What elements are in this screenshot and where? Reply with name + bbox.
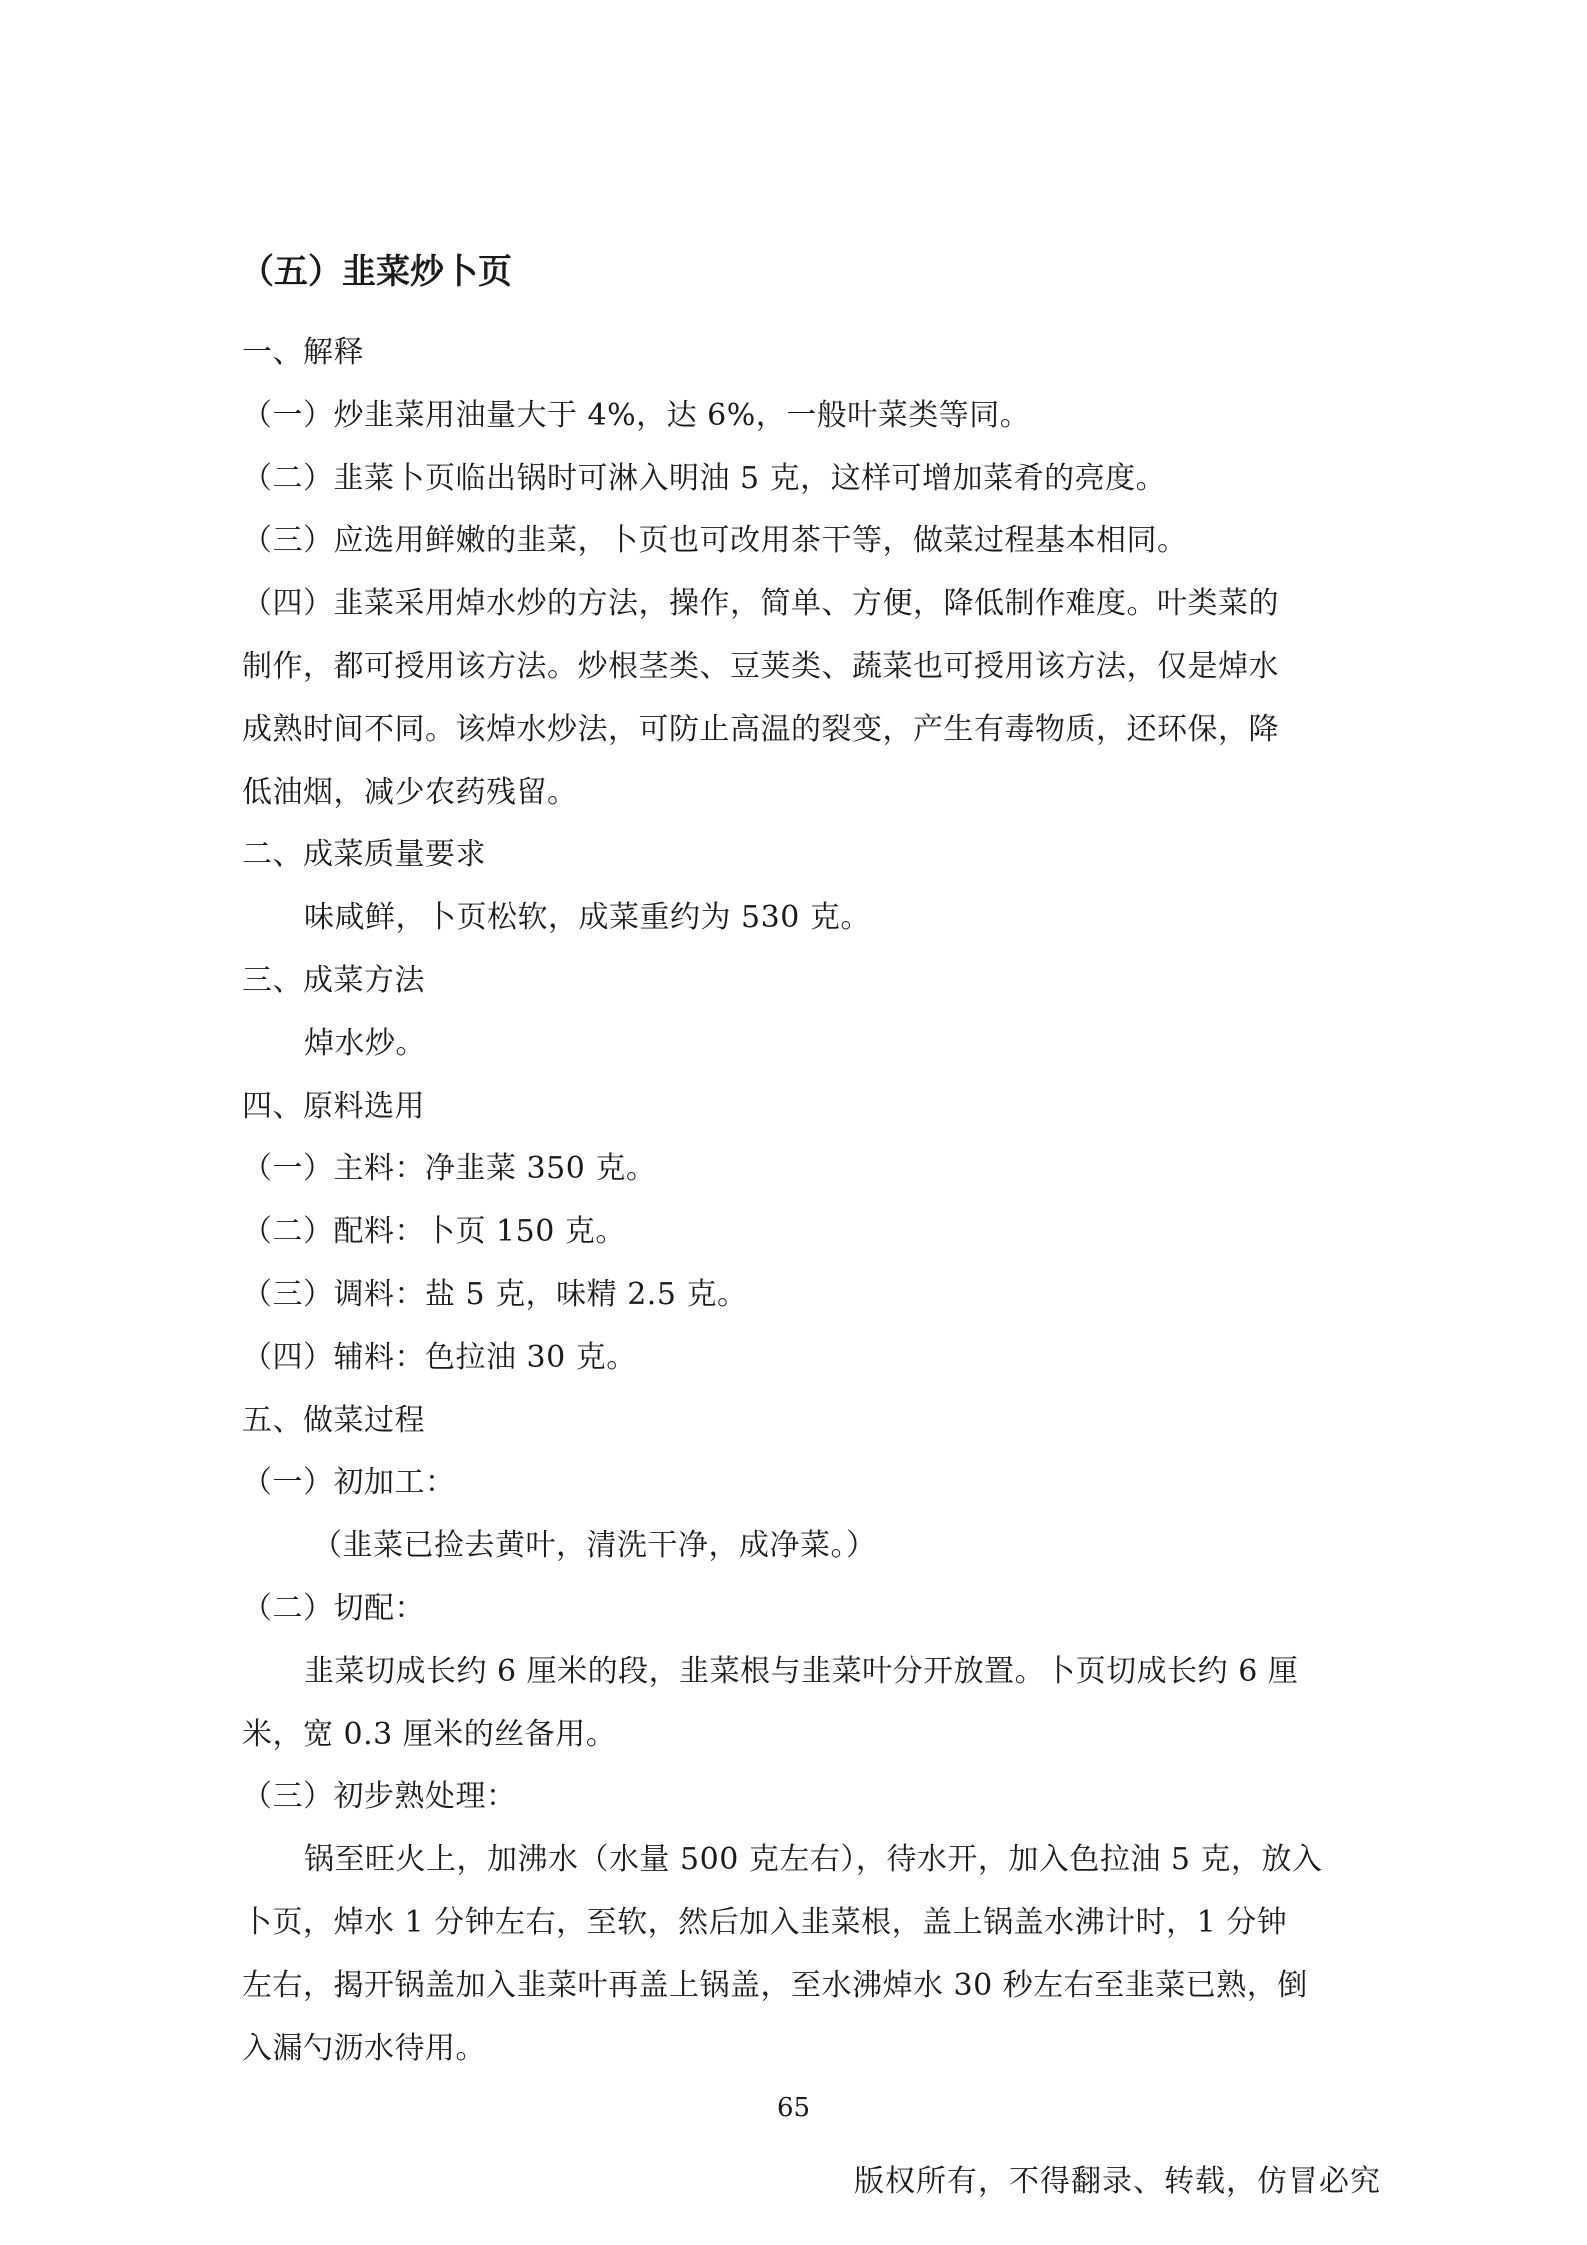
document-body — [242, 322, 1347, 2080]
paragraph-line: （三）应选用鲜嫩的韭菜，卜页也可改用茶干等，做菜过程基本相同。 — [242, 523, 1188, 559]
paragraph-line: （二）配料：卜页 150 克。 — [242, 1214, 626, 1250]
paragraph-line: （四）辅料：色拉油 30 克。 — [242, 1339, 637, 1375]
paragraph-line: （一）炒韭菜用油量大于 4%，达 6%，一般叶菜类等同。 — [242, 397, 1031, 433]
heading-quality: 二、成菜质量要求 — [242, 837, 486, 873]
paragraph-line: （一）主料：净韭菜 350 克。 — [242, 1151, 657, 1187]
paragraph-line: 锅至旺火上，加沸水（水量 500 克左右），待水开，加入色拉油 5 克，放入 — [304, 1842, 1323, 1878]
paragraph-line: （三）调料：盐 5 克，味精 2.5 克。 — [242, 1276, 748, 1312]
paragraph-line: 味咸鲜，卜页松软，成菜重约为 530 克。 — [304, 900, 871, 936]
heading-ingredients: 四、原料选用 — [242, 1088, 425, 1124]
paragraph-line: 卜页，焯水 1 分钟左右，至软，然后加入韭菜根，盖上锅盖水沸计时，1 分钟 — [242, 1904, 1288, 1940]
paragraph-line: （一）初加工： — [242, 1465, 456, 1501]
copyright-notice: 版权所有，不得翻录、转载，仿冒必究 — [854, 2164, 1381, 2199]
paragraph-line: 成熟时间不同。该焯水炒法，可防止高温的裂变，产生有毒物质，还环保，降 — [242, 711, 1279, 747]
paragraph-line: 韭菜切成长约 6 厘米的段，韭菜根与韭菜叶分开放置。卜页切成长约 6 厘 — [304, 1653, 1299, 1689]
paragraph-line: （二）韭菜卜页临出锅时可淋入明油 5 克，这样可增加菜肴的亮度。 — [242, 460, 1167, 496]
heading-method: 三、成菜方法 — [242, 962, 425, 998]
paragraph-line: （韭菜已捡去黄叶，清洗干净，成净菜。） — [312, 1528, 877, 1564]
paragraph-line: （四）韭菜采用焯水炒的方法，操作，简单、方便，降低制作难度。叶类菜的 — [242, 586, 1279, 622]
paragraph-line: 低油烟，减少农药残留。 — [242, 774, 578, 810]
page-number: 65 — [776, 2093, 811, 2123]
paragraph-line: （三）初步熟处理： — [242, 1779, 517, 1815]
paragraph-line: 米，宽 0.3 厘米的丝备用。 — [242, 1716, 617, 1752]
paragraph-line: 入漏勺沥水待用。 — [242, 2030, 486, 2066]
paragraph-line: 制作，都可授用该方法。炒根茎类、豆荚类、蔬菜也可授用该方法，仅是焯水 — [242, 648, 1279, 684]
heading-explanation: 一、解释 — [242, 335, 364, 370]
paragraph-line: 焯水炒。 — [304, 1025, 426, 1061]
paragraph-line: （二）切配： — [242, 1590, 425, 1626]
paragraph-line: 左右，揭开锅盖加入韭菜叶再盖上锅盖，至水沸焯水 30 秒左右至韭菜已熟，倒 — [242, 1967, 1308, 2003]
heading-process: 五、做菜过程 — [242, 1402, 425, 1438]
section-title: （五）韭菜炒卜页 — [240, 252, 512, 292]
